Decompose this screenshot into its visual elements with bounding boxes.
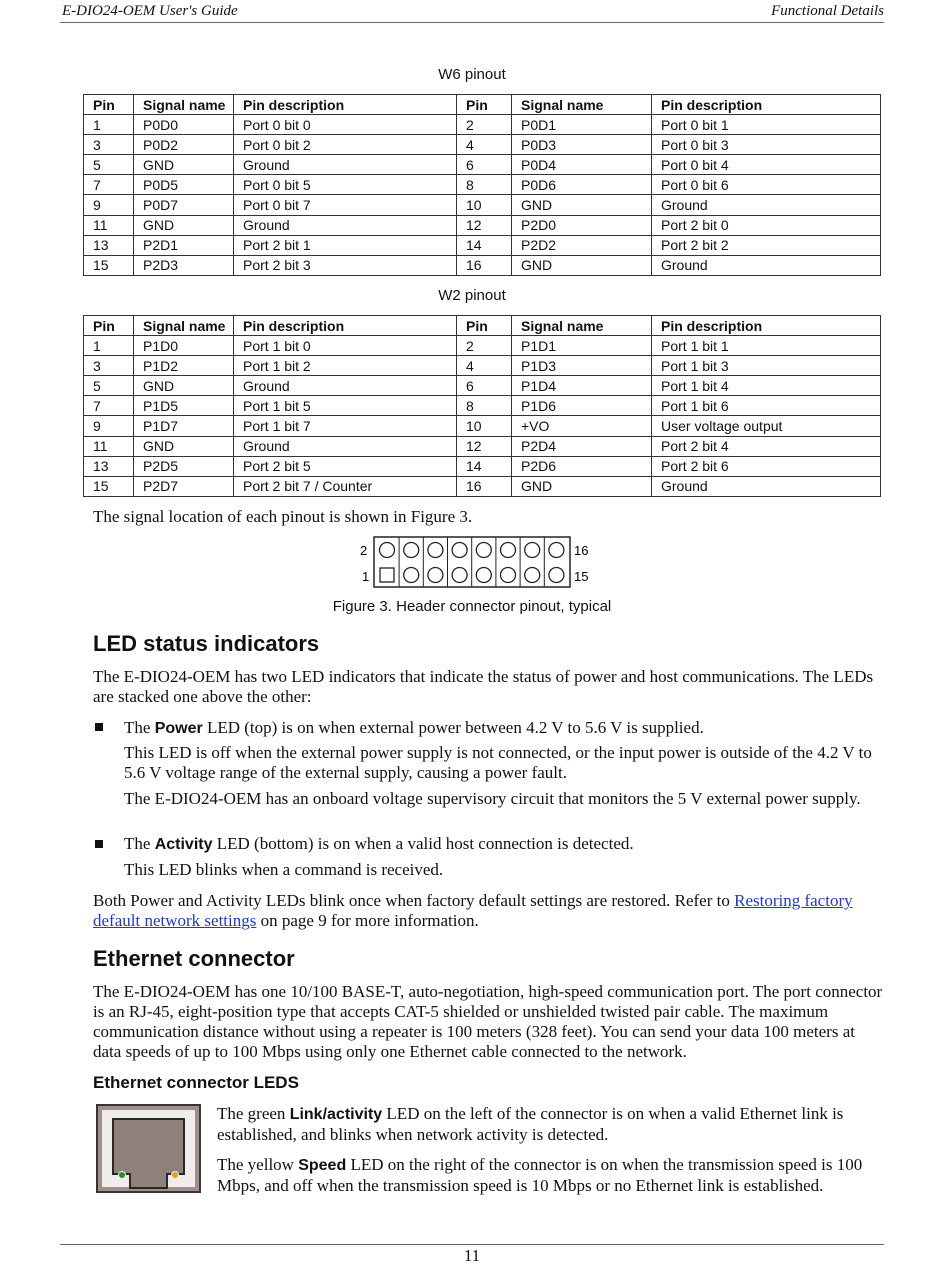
table-row	[84, 175, 881, 195]
table-cell: 11	[84, 215, 134, 235]
table-cell: P2D3	[134, 255, 234, 275]
activity-led-detail: This LED blinks when a command is received.	[124, 860, 444, 879]
table-cell: Port 2 bit 1	[234, 235, 457, 255]
table-cell: 14	[457, 235, 512, 255]
green-post: LED on the left of the connector is on when a valid Ethernet link is established, and blinks when network activity is detected.	[217, 1104, 844, 1144]
column-header: Pin	[84, 95, 134, 115]
table-row	[84, 215, 881, 235]
table-row	[84, 376, 881, 396]
table-cell: Port 2 bit 2	[652, 235, 881, 255]
column-header: Pin description	[234, 316, 457, 336]
ethernet-leds-subheading: Ethernet connector LEDS	[93, 1073, 299, 1092]
table-row	[84, 416, 881, 436]
table-cell: 14	[457, 456, 512, 476]
header-doc-title: E-DIO24-OEM User's Guide	[62, 3, 238, 19]
table-cell: Port 2 bit 0	[652, 215, 881, 235]
rj45-connector-image	[96, 1104, 201, 1193]
table-cell: 9	[84, 416, 134, 436]
table-cell: 15	[84, 255, 134, 275]
table-cell: 1	[84, 336, 134, 356]
table-cell: Port 0 bit 7	[234, 195, 457, 215]
table-cell: Port 1 bit 4	[652, 376, 881, 396]
table-cell: P0D0	[134, 115, 234, 135]
activity-post: LED (bottom) is on when a valid host connection is detected.	[212, 834, 634, 853]
table-row	[84, 115, 881, 135]
pin-circle	[549, 568, 564, 583]
column-header: Signal name	[512, 316, 652, 336]
table-cell: P2D6	[512, 456, 652, 476]
power-pre: The	[124, 718, 155, 737]
pin-circle	[404, 568, 419, 583]
table-cell: GND	[512, 195, 652, 215]
table-cell: 6	[457, 376, 512, 396]
table-cell: Port 0 bit 4	[652, 155, 881, 175]
table-cell: P0D2	[134, 135, 234, 155]
table-cell: Port 0 bit 1	[652, 115, 881, 135]
pin-circle	[476, 568, 491, 583]
table-cell: Port 0 bit 5	[234, 175, 457, 195]
activity-bold: Activity	[154, 836, 213, 853]
reset-note-post: on page 9 for more information.	[256, 911, 479, 930]
table-cell: Port 1 bit 0	[234, 336, 457, 356]
activity-pre: The	[124, 834, 155, 853]
table-row	[84, 155, 881, 175]
w6-caption: W6 pinout	[438, 66, 506, 83]
led-section-heading: LED status indicators	[93, 631, 320, 656]
pin-circle	[476, 543, 491, 558]
table-cell: 4	[457, 356, 512, 376]
table-cell: 8	[457, 175, 512, 195]
table-cell: GND	[512, 476, 652, 496]
table-cell: 12	[457, 215, 512, 235]
table-cell: P0D6	[512, 175, 652, 195]
ethernet-section-heading: Ethernet connector	[93, 946, 295, 971]
table-cell: 12	[457, 436, 512, 456]
table-cell: Ground	[234, 215, 457, 235]
table-row	[84, 135, 881, 155]
table-cell: 15	[84, 476, 134, 496]
footer-rule	[60, 1244, 884, 1245]
table-cell: Port 1 bit 3	[652, 356, 881, 376]
table-cell: Port 1 bit 5	[234, 396, 457, 416]
table-cell: P0D7	[134, 195, 234, 215]
table-cell: P2D2	[512, 235, 652, 255]
table-cell: Port 0 bit 3	[652, 135, 881, 155]
table-cell: Ground	[652, 255, 881, 275]
table-cell: 9	[84, 195, 134, 215]
table-cell: P1D2	[134, 356, 234, 376]
signal-location-text: The signal location of each pinout is shown in Figure 3.	[93, 507, 473, 526]
yellow-led-text	[217, 1155, 883, 1196]
pin-circle	[404, 543, 419, 558]
table-cell: Port 2 bit 6	[652, 456, 881, 476]
table-cell: 5	[84, 376, 134, 396]
page-number: 11	[463, 1246, 481, 1265]
table-cell: 16	[457, 476, 512, 496]
figure3-caption: Figure 3. Header connector pinout, typical	[332, 598, 612, 615]
pin-circle	[549, 543, 564, 558]
header-connector-diagram	[358, 536, 594, 588]
table-cell: P2D4	[512, 436, 652, 456]
power-led-supervisor: The E-DIO24-OEM has an onboard voltage supervisory circuit that monitors the 5 V external power supply.	[124, 789, 861, 808]
column-header: Pin description	[652, 316, 881, 336]
table-cell: 2	[457, 336, 512, 356]
w2-pinout-table	[83, 315, 881, 497]
table-cell: Port 1 bit 7	[234, 416, 457, 436]
pin-circle	[452, 568, 467, 583]
reset-note-pre: Both Power and Activity LEDs blink once when factory default settings are restored. Refer to	[93, 891, 735, 910]
table-cell: 10	[457, 195, 512, 215]
table-cell: Ground	[652, 195, 881, 215]
w6-pinout-table	[83, 94, 881, 276]
table-header-row	[84, 95, 881, 115]
pin-1-square	[380, 568, 394, 582]
led-intro: The E-DIO24-OEM has two LED indicators that indicate the status of power and host communications. The LEDs are stacked one above the other:	[93, 667, 874, 706]
table-cell: 3	[84, 356, 134, 376]
table-cell: 2	[457, 115, 512, 135]
table-cell: 8	[457, 396, 512, 416]
table-row	[84, 396, 881, 416]
table-row	[84, 476, 881, 496]
table-cell: P2D5	[134, 456, 234, 476]
table-header-row	[84, 316, 881, 336]
table-cell: 11	[84, 436, 134, 456]
page-header	[60, 3, 884, 23]
table-cell: GND	[134, 436, 234, 456]
table-cell: P1D4	[512, 376, 652, 396]
table-cell: 5	[84, 155, 134, 175]
pin-circle	[428, 543, 443, 558]
table-cell: 7	[84, 175, 134, 195]
link-activity-led	[119, 1172, 126, 1179]
table-cell: P2D1	[134, 235, 234, 255]
table-cell: Port 0 bit 2	[234, 135, 457, 155]
table-cell: Ground	[234, 376, 457, 396]
column-header: Signal name	[134, 316, 234, 336]
bullet-marker	[95, 723, 103, 731]
column-header: Pin description	[234, 95, 457, 115]
pin-label-15: 15	[574, 569, 589, 584]
table-row	[84, 336, 881, 356]
header-connector-figure	[358, 536, 594, 588]
table-cell: GND	[134, 155, 234, 175]
table-cell: P1D1	[512, 336, 652, 356]
pin-circle	[428, 568, 443, 583]
table-cell: Port 2 bit 4	[652, 436, 881, 456]
table-cell: User voltage output	[652, 416, 881, 436]
pin-label-1: 1	[362, 569, 370, 584]
header-section-title: Functional Details	[771, 3, 884, 19]
table-cell: GND	[134, 215, 234, 235]
table-cell: P0D3	[512, 135, 652, 155]
power-led-item	[124, 718, 884, 739]
table-cell: P1D6	[512, 396, 652, 416]
power-post: LED (top) is on when external power between 4.2 V to 5.6 V is supplied.	[202, 718, 704, 737]
table-cell: Port 2 bit 5	[234, 456, 457, 476]
column-header: Signal name	[134, 95, 234, 115]
bullet-marker	[95, 840, 103, 848]
table-cell: 7	[84, 396, 134, 416]
pin-circle	[380, 543, 395, 558]
pin-circle	[501, 568, 516, 583]
w2-caption: W2 pinout	[438, 287, 506, 304]
table-cell: P2D0	[512, 215, 652, 235]
table-row	[84, 456, 881, 476]
pin-circle	[525, 543, 540, 558]
table-row	[84, 436, 881, 456]
column-header: Signal name	[512, 95, 652, 115]
table-cell: Port 1 bit 6	[652, 396, 881, 416]
table-cell: P1D0	[134, 336, 234, 356]
table-row	[84, 356, 881, 376]
table-cell: Port 2 bit 3	[234, 255, 457, 275]
table-cell: GND	[134, 376, 234, 396]
power-bold: Power	[154, 720, 203, 737]
table-cell: Port 1 bit 1	[652, 336, 881, 356]
table-cell: 13	[84, 456, 134, 476]
table-cell: P2D7	[134, 476, 234, 496]
table-cell: GND	[512, 255, 652, 275]
table-cell: Port 1 bit 2	[234, 356, 457, 376]
pin-grid	[380, 537, 564, 587]
pin-label-2: 2	[360, 543, 368, 558]
table-cell: 1	[84, 115, 134, 135]
table-cell: Ground	[652, 476, 881, 496]
yellow-pre: The yellow	[217, 1155, 299, 1174]
table-cell: 16	[457, 255, 512, 275]
table-cell: Port 0 bit 0	[234, 115, 457, 135]
table-cell: 6	[457, 155, 512, 175]
pin-circle	[501, 543, 516, 558]
table-cell: 13	[84, 235, 134, 255]
table-cell: P0D4	[512, 155, 652, 175]
column-header: Pin	[84, 316, 134, 336]
yellow-bold: Speed	[298, 1157, 347, 1174]
column-header: Pin	[457, 316, 512, 336]
green-led-text	[217, 1104, 883, 1145]
green-pre: The green	[217, 1104, 290, 1123]
pin-label-16: 16	[574, 543, 589, 558]
table-cell: 3	[84, 135, 134, 155]
table-cell: P0D5	[134, 175, 234, 195]
table-row	[84, 255, 881, 275]
table-cell: Ground	[234, 436, 457, 456]
table-cell: P1D5	[134, 396, 234, 416]
table-cell: P1D7	[134, 416, 234, 436]
table-cell: P1D3	[512, 356, 652, 376]
power-led-detail: This LED is off when the external power supply is not connected, or the input power is outside of the 4.2 V to 5.6 V voltage range of the external supply, causing a power fault.	[124, 743, 872, 782]
table-cell: Ground	[234, 155, 457, 175]
table-row	[84, 195, 881, 215]
table-cell: 10	[457, 416, 512, 436]
column-header: Pin	[457, 95, 512, 115]
restoring-defaults-link[interactable]: Restoring factory default network settings	[93, 891, 853, 930]
table-cell: P0D1	[512, 115, 652, 135]
table-cell: Port 2 bit 7 / Counter	[234, 476, 457, 496]
speed-led	[172, 1172, 179, 1179]
ethernet-body: The E-DIO24-OEM has one 10/100 BASE-T, auto-negotiation, high-speed communication port. The port connector is an RJ-45, eight-position type that accepts CAT-5 shielded or unshielded twisted pair cable. The maximum communication distance without using a repeater is 100 meters (328 feet). You can send your data 100 meters at data speeds of up to 100 Mbps using only one Ethernet cable connected to the network.	[93, 982, 883, 1061]
pin-circle	[525, 568, 540, 583]
column-header: Pin description	[652, 95, 881, 115]
table-cell: +VO	[512, 416, 652, 436]
table-row	[84, 235, 881, 255]
activity-led-item	[124, 834, 884, 855]
table-cell: 4	[457, 135, 512, 155]
led-reset-note	[93, 891, 883, 931]
green-bold: Link/activity	[289, 1106, 383, 1123]
pin-circle	[452, 543, 467, 558]
yellow-post: LED on the right of the connector is on when the transmission speed is 100 Mbps, and off when the transmission speed is 10 Mbps or no Ethernet link is established.	[217, 1155, 863, 1195]
table-cell: Port 0 bit 6	[652, 175, 881, 195]
